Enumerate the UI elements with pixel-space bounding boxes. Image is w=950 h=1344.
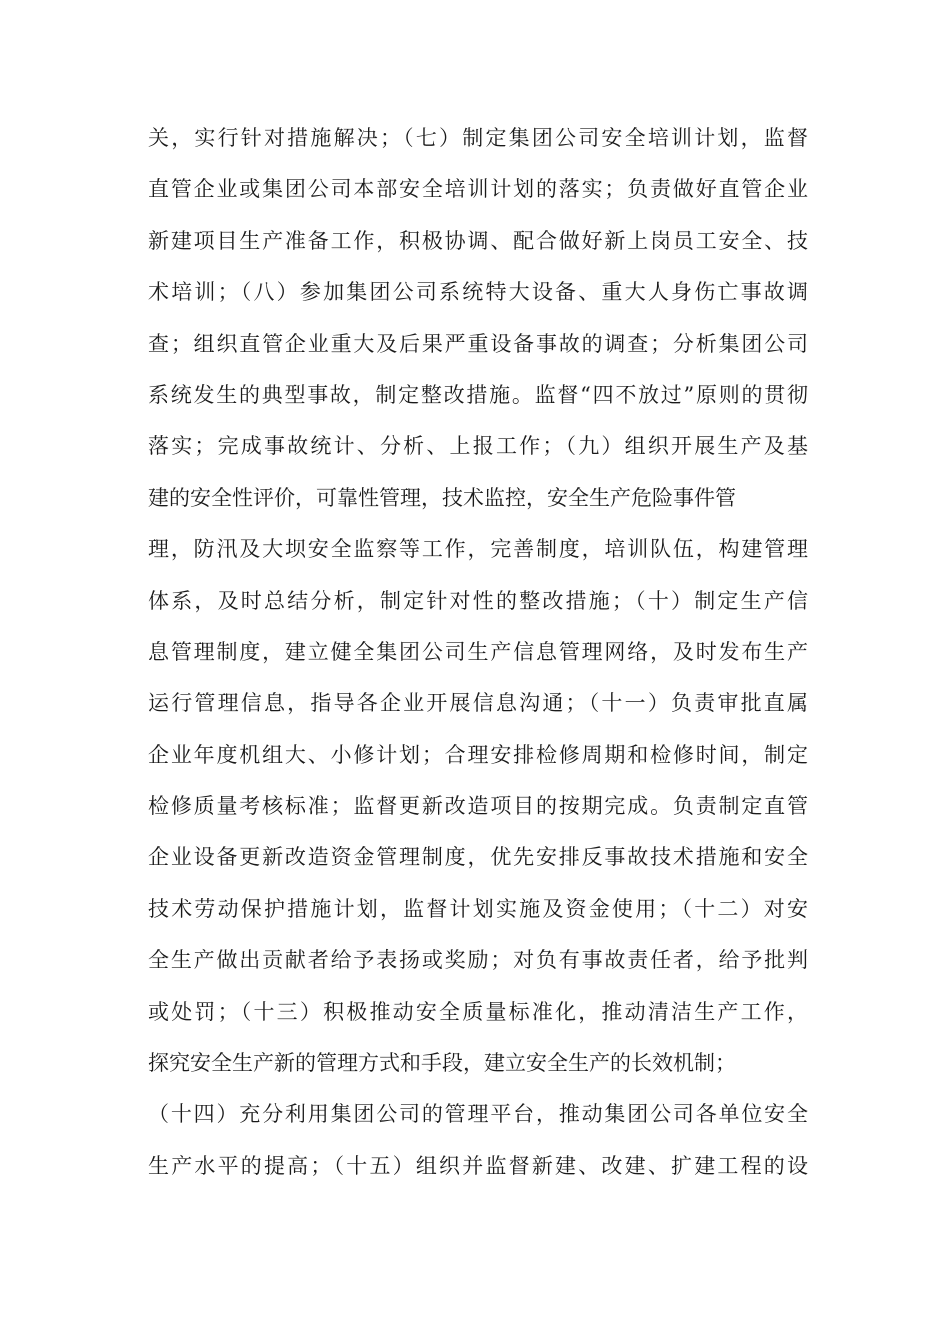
text-line-16: 技术劳动保护措施计划，监督计划实施及资金使用；（十二）对安 — [148, 896, 808, 921]
text-line-10: 体系，及时总结分析，制定针对性的整改措施；（十）制定生产信 — [148, 588, 808, 613]
text-line-20: （十四）充分利用集团公司的管理平台，推动集团公司各单位安全 — [148, 1102, 808, 1127]
text-line-11: 息管理制度，建立健全集团公司生产信息管理网络，及时发布生产 — [148, 639, 808, 664]
text-line-2: 直管企业或集团公司本部安全培训计划的落实；负责做好直管企业 — [148, 177, 808, 202]
text-line-7: 落实；完成事故统计、分析、上报工作；（九）组织开展生产及基 — [148, 434, 808, 459]
text-line-15: 企业设备更新改造资金管理制度，优先安排反事故技术措施和安全 — [148, 845, 808, 870]
text-line-4: 术培训；（八）参加集团公司系统特大设备、重大人身伤亡事故调 — [148, 280, 808, 305]
text-line-5: 查；组织直管企业重大及后果严重设备事故的调查；分析集团公司 — [148, 331, 808, 356]
text-line-18: 或处罚；（十三）积极推动安全质量标准化，推动清洁生产工作， — [148, 999, 808, 1024]
text-line-13: 企业年度机组大、小修计划；合理安排检修周期和检修时间，制定 — [148, 742, 808, 767]
text-line-8: 建的安全性评价，可靠性管理，技术监控，安全生产危险事件管 — [148, 485, 736, 510]
text-line-1: 关，实行针对措施解决；（七）制定集团公司安全培训计划，监督 — [148, 126, 808, 150]
text-line-14: 检修质量考核标准；监督更新改造项目的按期完成。负责制定直管 — [148, 794, 808, 819]
text-line-6: 系统发生的典型事故，制定整改措施。监督“四不放过”原则的贯彻 — [148, 382, 808, 407]
text-line-9: 理，防汛及大坝安全监察等工作，完善制度，培训队伍，构建管理 — [148, 537, 808, 562]
text-line-17: 全生产做出贡献者给予表扬或奖励；对负有事故责任者，给予批判 — [148, 948, 808, 973]
text-line-3: 新建项目生产准备工作，积极协调、配合做好新上岗员工安全、技 — [148, 228, 808, 253]
text-line-19: 探究安全生产新的管理方式和手段，建立安全生产的长效机制； — [148, 1051, 736, 1076]
document-body — [148, 118, 808, 1197]
text-line-12: 运行管理信息，指导各企业开展信息沟通；（十一）负责审批直属 — [148, 691, 808, 716]
text-line-21: 生产水平的提高；（十五）组织并监督新建、改建、扩建工程的设 — [148, 1153, 808, 1178]
